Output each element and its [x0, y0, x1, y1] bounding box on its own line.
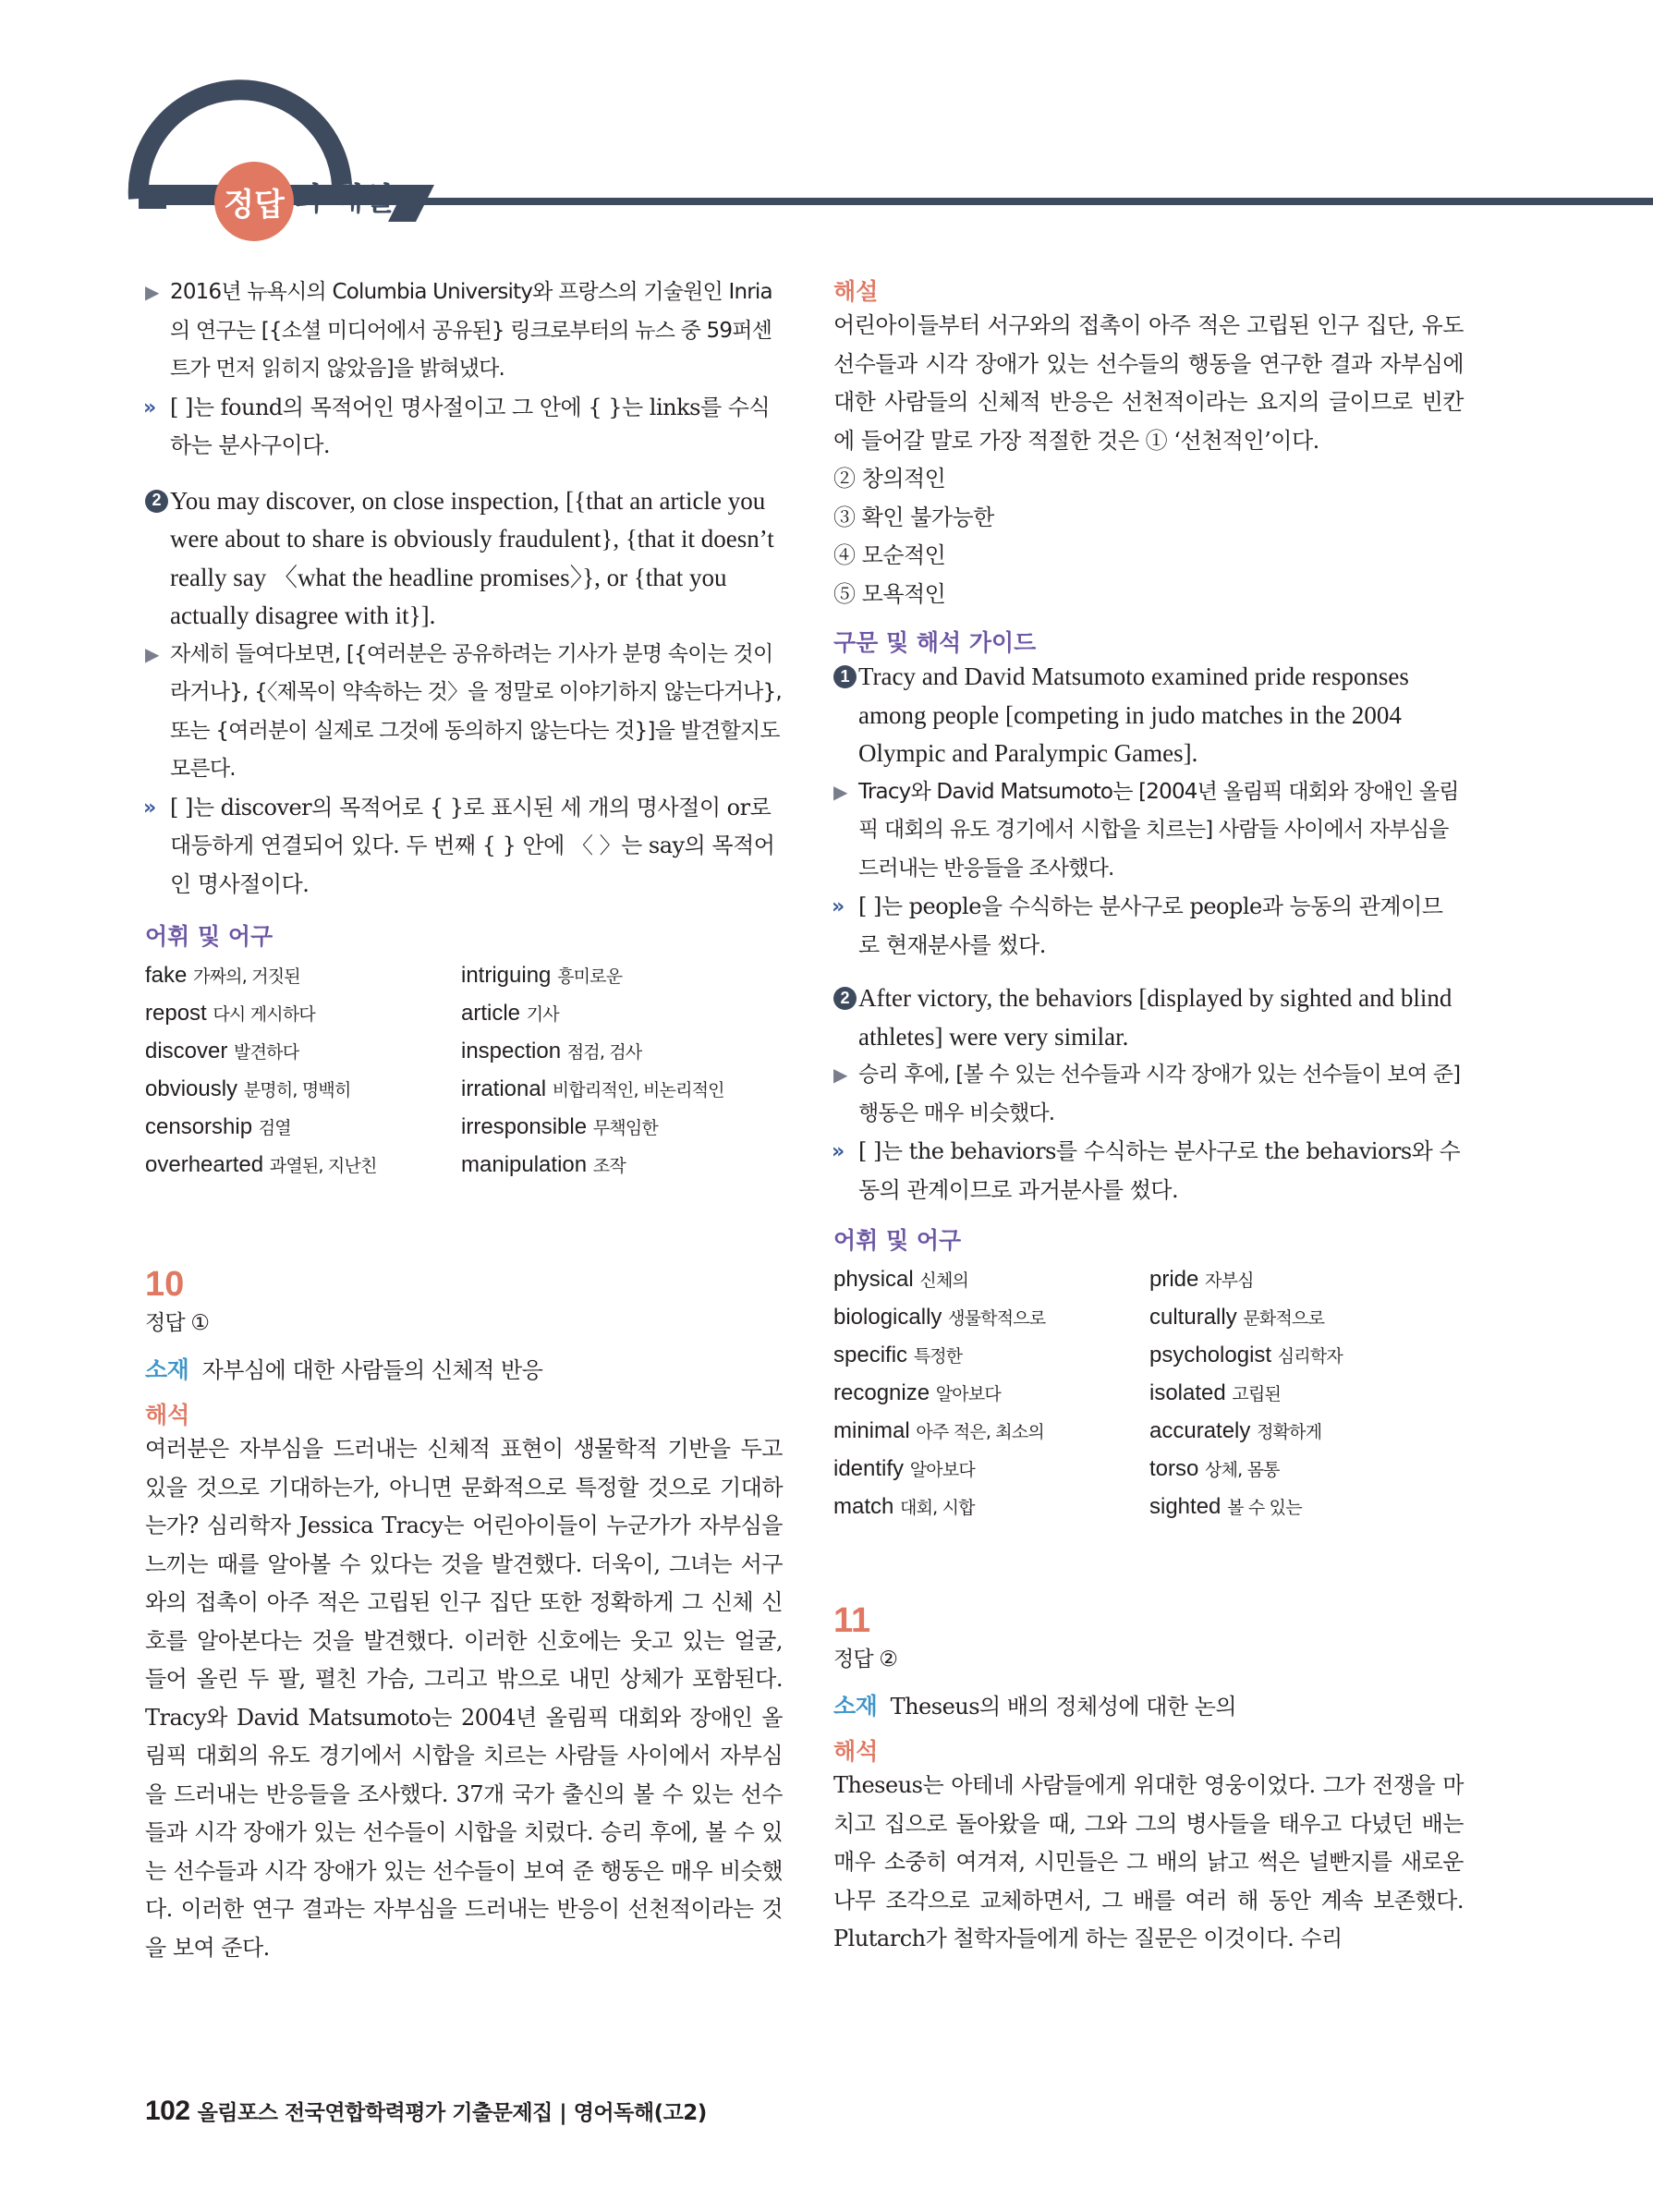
vocab-item — [833, 1489, 1149, 1526]
vocab-word: torso — [1149, 1456, 1199, 1481]
vocab-word: isolated — [1149, 1380, 1226, 1405]
vocab-item — [461, 1147, 775, 1185]
vocab-word: article — [461, 1001, 521, 1026]
topic-text: 자부심에 대한 사람들의 신체적 반응 — [201, 1356, 543, 1383]
vocab-list — [145, 957, 783, 1185]
explanation-text: 여러분은 자부심을 드러내는 신체적 표현이 생물학적 기반을 두고 있을 것으로 기대하는가, 아니면 문화적으로 특정할 것으로 기대하는가? 심리학자 Jessica Tracy는 어린아이들이 누군가가 자부심을 느끼는 때를 알아볼 수 있다는 것을 발견했다. 더욱이, 그녀는 서구와의 접촉이 아주 적은 고립된 인구 집단 또한 정확하게 그 신체 신호를 알아본다는 것을 발견했다. 이러한 신호에는 웃고 있는 얼굴, 들어 올린 두 팔, 펼친 가슴, 그리고 밖으로 내민 상체가 포함된다. Tracy와 David Matsumoto는 2004년 올림픽 대회와 장애인 올림픽 대회의 유도 경기에서 시합을 치르는 사람들 사이에서 자부심을 드러내는 반응들을 조사했다. 37개 국가 출신의 볼 수 있는 선수들과 시각 장애가 있는 선수들이 시합을 치렀다. 승리 후에, 볼 수 있는 선수들과 시각 장애가 있는 선수들이 보여 준 행동은 매우 비슷했다. 이러한 연구 결과는 자부심을 드러내는 반응이 선천적이라는 것을 보여 준다. — [145, 1436, 783, 1961]
triangle-bullet-icon: ▶ — [833, 1063, 847, 1086]
vocab-word: recognize — [833, 1380, 930, 1405]
topic-label: 소재 — [833, 1692, 878, 1720]
option-item: ⑤ 모욕적인 — [833, 580, 946, 607]
option-item: ④ 모순적인 — [833, 542, 946, 568]
vocab-meaning: 알아보다 — [909, 1460, 975, 1480]
vocab-meaning: 점검, 검사 — [566, 1042, 642, 1063]
option-list — [833, 460, 1464, 614]
page-footer — [145, 2096, 707, 2127]
vocab-meaning: 발견하다 — [234, 1042, 299, 1063]
vocab-item — [1149, 1261, 1464, 1299]
vocab-meaning: 검열 — [258, 1118, 291, 1138]
vocab-item — [833, 1299, 1149, 1337]
vocab-meaning: 가짜의, 거짓된 — [193, 966, 300, 987]
topic-label: 소재 — [145, 1355, 189, 1383]
vocab-meaning: 기사 — [526, 1004, 559, 1025]
right-column — [833, 273, 1464, 1959]
option-item: ② 창의적인 — [833, 466, 946, 492]
explanation-title: 해석 — [833, 1738, 879, 1765]
vocab-meaning: 흥미로운 — [557, 966, 623, 987]
double-arrow-icon: » — [832, 1140, 845, 1163]
explanation-text: 어린아이들부터 서구와의 접촉이 아주 적은 고립된 인구 집단, 유도 선수들과 시각 장애가 있는 선수들의 행동을 연구한 결과 자부심에 대한 사람들의 신체적 반응은 선천적이라는 요지의 글이므로 빈칸에 들어갈 말로 가장 적절한 것은 ① ‘선천적인’이다. — [833, 312, 1464, 454]
vocab-title: 어휘 및 어구 — [145, 923, 273, 950]
double-arrow-icon: » — [143, 395, 156, 419]
translation-text: 승리 후에, [볼 수 있는 선수들과 시각 장애가 있는 선수들이 보여 준] 행동은 매우 비슷했다. — [858, 1063, 1461, 1125]
vocab-meaning: 신체의 — [919, 1270, 969, 1291]
vocab-word: repost — [145, 1001, 207, 1026]
vocab-item — [1149, 1489, 1464, 1526]
vocab-item — [145, 1033, 461, 1071]
vocab-meaning: 상체, 몸통 — [1205, 1460, 1280, 1480]
guide-title: 구문 및 해석 가이드 — [833, 629, 1037, 656]
vocab-word: pride — [1149, 1267, 1199, 1292]
vocab-word: censorship — [145, 1114, 253, 1139]
vocab-item — [1149, 1337, 1464, 1375]
vocab-item — [145, 1071, 461, 1109]
vocab-item — [145, 1109, 461, 1147]
vocab-meaning: 특정한 — [913, 1346, 963, 1367]
double-arrow-icon: » — [143, 796, 156, 820]
vocab-word: irresponsible — [461, 1114, 588, 1139]
vocab-word: psychologist — [1149, 1343, 1272, 1367]
double-arrow-icon: » — [832, 895, 845, 918]
vocab-item — [145, 995, 461, 1033]
vocab-meaning: 과열된, 지난친 — [269, 1156, 377, 1176]
vocab-meaning: 다시 게시하다 — [213, 1004, 315, 1025]
left-column — [145, 273, 783, 1967]
topic-line — [833, 1687, 1464, 1727]
vocab-meaning: 자부심 — [1205, 1270, 1254, 1291]
triangle-bullet-icon: ▶ — [145, 281, 159, 303]
vocab-word: minimal — [833, 1418, 910, 1443]
header-title: 과 해설 — [294, 182, 394, 217]
vocab-item — [1149, 1375, 1464, 1413]
grammar-note — [145, 789, 783, 905]
translation-text: Tracy와 David Matsumoto는 [2004년 올림픽 대회와 장애인 올림픽 대회의 유도 경기에서 시합을 치르는] 사람들 사이에서 자부심을 드러내는 반응들을 조사했다. — [858, 779, 1459, 881]
vocab-item — [833, 1261, 1149, 1299]
option-item: ③ 확인 불가능한 — [833, 504, 994, 530]
vocab-meaning: 정확하게 — [1257, 1422, 1322, 1442]
vocab-item — [145, 957, 461, 995]
vocab-word: biologically — [833, 1305, 942, 1330]
vocab-word: specific — [833, 1343, 908, 1367]
vocab-word: discover — [145, 1039, 228, 1063]
vocab-meaning: 무책임한 — [592, 1118, 658, 1138]
vocab-item — [461, 995, 775, 1033]
vocab-word: intriguing — [461, 963, 552, 988]
vocab-word: manipulation — [461, 1152, 588, 1177]
note-text: [ ]는 the behaviors를 수식하는 분사구로 the behaviors와 수동의 관계이므로 과거분사를 썼다. — [858, 1138, 1461, 1203]
topic-text: Theseus의 배의 정체성에 대한 논의 — [890, 1693, 1237, 1720]
vocab-meaning: 분명히, 명백히 — [243, 1080, 351, 1100]
sentence-2 — [833, 979, 1464, 1056]
grammar-note — [145, 389, 783, 466]
vocab-item — [461, 1071, 775, 1109]
triangle-bullet-icon: ▶ — [833, 780, 847, 803]
sentence-number-icon: 1 — [833, 665, 857, 688]
answer-line: 정답 ② — [833, 1647, 898, 1671]
vocab-meaning: 심리학자 — [1277, 1346, 1343, 1367]
note-text: [ ]는 people을 수식하는 분사구로 people과 능동의 관계이므로 현재분사를 썼다. — [858, 893, 1443, 958]
english-sentence: You may discover, on close inspection, [{that an article you were about to share is obviously fraudulent}, {that it doesn’t really say 〈what the headline promises〉}, or {that you actually disagree with it}]. — [170, 486, 774, 629]
triangle-bullet-icon: ▶ — [145, 642, 159, 665]
topic-line — [145, 1351, 783, 1391]
vocab-meaning: 생물학적으로 — [948, 1308, 1046, 1329]
vocab-word: identify — [833, 1456, 905, 1481]
vocab-word: physical — [833, 1267, 914, 1292]
vocab-word: overhearted — [145, 1152, 264, 1177]
vocab-item — [145, 1147, 461, 1185]
vocab-word: sighted — [1149, 1494, 1222, 1519]
translation-text: 자세히 들여다보면, [{여러분은 공유하려는 기사가 분명 속이는 것이라거나}, {〈제목이 약속하는 것〉을 정말로 이야기하지 않는다거나}, 또는 {여러분이 실제로 그것에 동의하지 않는다는 것}]을 발견할지도 모른다. — [170, 641, 782, 781]
english-sentence: Tracy and David Matsumoto examined pride responses among people [competing in judo matches in the 2004 Olympic and Paralympic Games]. — [858, 662, 1409, 767]
answer-badge: 정답 — [214, 162, 294, 241]
explanation-title: 해석 — [145, 1402, 190, 1428]
vocab-meaning: 문화적으로 — [1243, 1308, 1325, 1329]
grammar-note — [833, 888, 1464, 965]
vocab-item — [1149, 1413, 1464, 1451]
vocab-item — [461, 957, 775, 995]
vocab-word: match — [833, 1494, 894, 1519]
sentence-number-icon: 2 — [145, 490, 168, 513]
vocab-word: culturally — [1149, 1305, 1237, 1330]
vocab-title: 어휘 및 어구 — [833, 1227, 962, 1254]
answer-line: 정답 ① — [145, 1311, 210, 1335]
vocab-meaning: 알아보다 — [935, 1384, 1001, 1404]
page-header — [0, 0, 1653, 240]
vocab-meaning: 대회, 시합 — [900, 1498, 975, 1518]
page-number: 102 — [145, 2096, 190, 2126]
question-number: 10 — [145, 1265, 185, 1304]
vocab-word: accurately — [1149, 1418, 1251, 1443]
translation-paragraph — [833, 1056, 1464, 1133]
vocab-item — [1149, 1299, 1464, 1337]
sentence-1 — [833, 658, 1464, 773]
vocab-item — [461, 1109, 775, 1147]
explanation-title: 해설 — [833, 278, 879, 305]
translation-paragraph — [145, 636, 783, 789]
sentence-number-icon: 2 — [833, 987, 857, 1010]
vocab-meaning: 비합리적인, 비논리적인 — [552, 1080, 724, 1100]
vocab-word: inspection — [461, 1039, 562, 1063]
vocab-meaning: 고립된 — [1232, 1384, 1282, 1404]
translation-paragraph — [833, 773, 1464, 889]
note-text: [ ]는 discover의 목적어로 { }로 표시된 세 개의 명사절이 or로 대등하게 연결되어 있다. 두 번째 { } 안에 〈 〉는 say의 목적어인 명사절이다. — [170, 794, 775, 897]
vocab-item — [833, 1375, 1149, 1413]
vocab-meaning: 아주 적은, 최소의 — [916, 1422, 1044, 1442]
question-11 — [833, 1600, 1464, 1959]
vocab-word: obviously — [145, 1076, 238, 1101]
vocab-item — [461, 1033, 775, 1071]
vocab-meaning: 조작 — [592, 1156, 626, 1176]
vocab-item — [1149, 1451, 1464, 1489]
vocab-list — [833, 1261, 1464, 1526]
english-sentence: After victory, the behaviors [displayed by sighted and blind athletes] were very similar. — [858, 984, 1452, 1051]
translation-paragraph — [145, 273, 783, 389]
question-number: 11 — [833, 1601, 871, 1640]
vocab-item — [833, 1451, 1149, 1489]
vocab-word: irrational — [461, 1076, 547, 1101]
grammar-note — [833, 1133, 1464, 1209]
question-10 — [145, 1264, 783, 1967]
sentence-2 — [145, 482, 783, 636]
vocab-item — [833, 1413, 1149, 1451]
translation-text: 2016년 뉴욕시의 Columbia University와 프랑스의 기술원인 Inria의 연구는 [{소셜 미디어에서 공유된} 링크로부터의 뉴스 중 59퍼센트가 먼저 읽히지 않았음]을 밝혀냈다. — [170, 280, 772, 381]
note-text: [ ]는 found의 목적어인 명사절이고 그 안에 { }는 links를 수식하는 분사구이다. — [170, 394, 771, 458]
vocab-item — [833, 1337, 1149, 1375]
vocab-word: fake — [145, 963, 188, 988]
explanation-text: Theseus는 아테네 사람들에게 위대한 영웅이었다. 그가 전쟁을 마치고 집으로 돌아왔을 때, 그와 그의 병사들을 태우고 다녔던 배는 매우 소중히 여겨져, 시민들은 그 배의 낡고 썩은 널빤지를 새로운 나무 조각으로 교체하면서, 그 배를 여러 해 동안 계속 보존했다. Plutarch가 철학자들에게 하는 질문은 이것이다. 수리 — [833, 1772, 1464, 1951]
footer-text: 올림포스 전국연합학력평가 기출문제집 | 영어독해(고2) — [197, 2101, 707, 2125]
vocab-meaning: 볼 수 있는 — [1227, 1498, 1302, 1518]
